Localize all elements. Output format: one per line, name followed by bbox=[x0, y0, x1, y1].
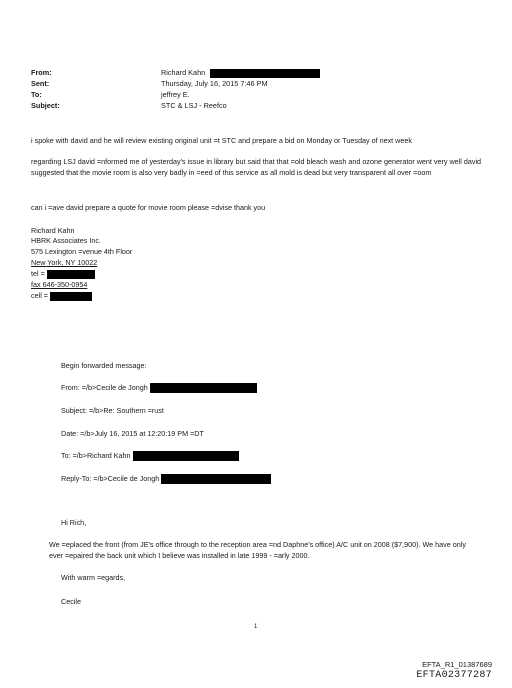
bates-number-primary: EFTA_R1_01387689 bbox=[422, 660, 492, 669]
cell-label: cell = bbox=[31, 291, 48, 300]
signature-address-1: 575 Lexington =venue 4th Floor bbox=[31, 247, 133, 256]
forwarded-reply-to bbox=[61, 474, 271, 484]
from-label: From: bbox=[31, 68, 52, 77]
to-value: jeffrey E. bbox=[161, 90, 190, 99]
forwarded-reply-to-text: Reply-To: =/b>Cecile de Jongh bbox=[61, 474, 160, 483]
signature-cell bbox=[31, 291, 92, 301]
forwarded-body: We =eplaced the front (from JE's office through to the reception area =nd Daphne's office) A/C unit on 2008 ($7,900). We have only ever =epaired the back unit which I believe was installed in late 1999 - =arly 2000. bbox=[49, 540, 466, 560]
forwarded-to-text: To: =/b>Richard Kahn bbox=[61, 451, 131, 460]
subject-label: Subject: bbox=[31, 101, 60, 110]
redaction-box bbox=[210, 69, 320, 78]
forwarded-intro: Begin forwarded message: bbox=[61, 361, 147, 370]
forwarded-to bbox=[61, 451, 239, 461]
tel-label: tel = bbox=[31, 269, 45, 278]
body-paragraph-1: i spoke with david and he will review existing original unit =t STC and prepare a bid on Monday or Tuesday of next week bbox=[31, 136, 412, 145]
redaction-box bbox=[161, 474, 271, 484]
bates-number-secondary: EFTA02377287 bbox=[416, 670, 492, 681]
from-name: Richard Kahn bbox=[161, 68, 206, 77]
forwarded-subject: Subject: =/b>Re: Southern =rust bbox=[61, 406, 164, 415]
redaction-box bbox=[133, 451, 239, 461]
sent-value: Thursday, July 16, 2015 7:46 PM bbox=[161, 79, 268, 88]
forwarded-signoff: Cecile bbox=[61, 597, 81, 606]
signature-company: HBRK Associates Inc. bbox=[31, 236, 101, 245]
subject-value: STC & LSJ - Reefco bbox=[161, 101, 227, 110]
redaction-box bbox=[50, 292, 92, 301]
signature-tel bbox=[31, 269, 95, 279]
signature-address-2: New York, NY 10022 bbox=[31, 258, 98, 267]
forwarded-closing: With warm =egards, bbox=[61, 573, 126, 582]
from-value bbox=[161, 67, 320, 78]
signature-fax: fax 646-350-0954 bbox=[31, 280, 88, 289]
to-label: To: bbox=[31, 90, 42, 99]
sent-label: Sent: bbox=[31, 79, 50, 88]
forwarded-from-text: From: =/b>Cecile de Jongh bbox=[61, 383, 148, 392]
redaction-box bbox=[47, 270, 95, 279]
body-paragraph-3: can i =ave david prepare a quote for movie room please =dvise thank you bbox=[31, 203, 266, 212]
forwarded-date: Date: =/b>July 16, 2015 at 12:20:19 PM =DT bbox=[61, 429, 204, 438]
forwarded-from bbox=[61, 383, 257, 393]
body-paragraph-2: regarding LSJ david =nformed me of yesterday's issue in library but said that that =old bleach wash and ozone generator went very well david suggested that the movie room is also very badly in =eed of this service as all mold is dead but very transparent all over =oom bbox=[31, 157, 482, 177]
signature-name: Richard Kahn bbox=[31, 226, 75, 235]
forwarded-greeting: Hi Rich, bbox=[61, 518, 87, 527]
page-number: 1 bbox=[254, 624, 258, 630]
redaction-box bbox=[150, 383, 257, 393]
